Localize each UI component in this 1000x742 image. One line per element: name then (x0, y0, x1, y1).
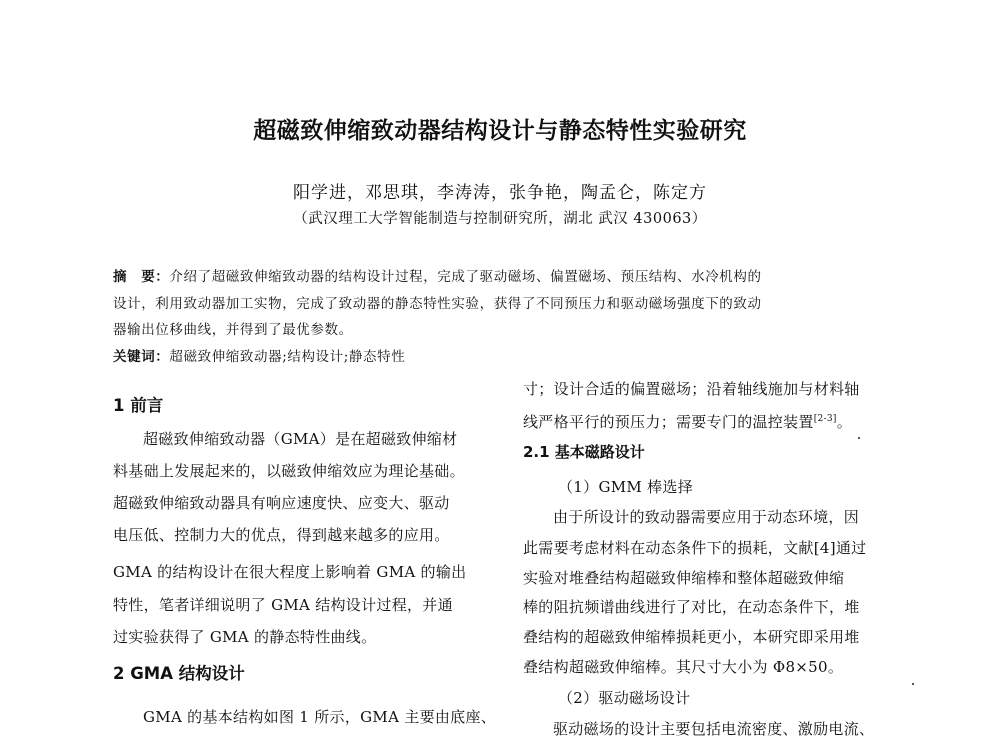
abstract-line: 器输出位移曲线，并得到了最优参数。 (113, 322, 353, 338)
abstract-text: 介绍了超磁致伸缩致动器的结构设计过程，完成了驱动磁场、偏置磁场、预压结构、水冷机构的 (169, 269, 762, 285)
section-heading-2: 2 GMA 结构设计 (113, 664, 245, 683)
item-heading: （2）驱动磁场设计 (558, 689, 691, 707)
body-line: 特性，笔者详细说明了 GMA 结构设计过程，并通 (113, 596, 453, 614)
keywords-text: 超磁致伸缩致动器;结构设计;静态特性 (169, 349, 406, 365)
body-line (523, 411, 852, 432)
body-line: 棒的阻抗频谱曲线进行了对比，在动态条件下，堆 (523, 598, 860, 616)
item-heading: （1）GMM 棒选择 (558, 478, 694, 496)
body-line: 实验对堆叠结构超磁致伸缩棒和整体超磁致伸缩 (523, 569, 845, 587)
body-line: 驱动磁场的设计主要包括电流密度、激励电流、 (553, 720, 875, 738)
abstract-label: 摘 要： (113, 269, 170, 285)
body-line: 过实验获得了 GMA 的静态特性曲线。 (113, 628, 377, 646)
section-heading-1: 1 前言 (113, 396, 164, 415)
body-line: 电压低、控制力大的优点，得到越来越多的应用。 (113, 526, 450, 544)
abstract-line: 设计，利用致动器加工实物，完成了致动器的静态特性实验，获得了不同预压力和驱动磁场强度下的致动 (113, 296, 762, 312)
scan-speck (912, 683, 914, 685)
body-line: 由于所设计的致动器需要应用于动态环境，因 (553, 508, 860, 526)
body-text: 线严格平行的预压力；需要专门的温控装置 (523, 413, 814, 431)
abstract-line (113, 265, 762, 285)
body-line: 叠结构的超磁致伸缩棒损耗更小，本研究即采用堆 (523, 628, 860, 646)
affiliation: （武汉理工大学智能制造与控制研究所，湖北 武汉 430063） (293, 211, 707, 227)
body-line: 超磁致伸缩致动器具有响应速度快、应变大、驱动 (113, 494, 450, 512)
citation-ref: [2-3] (813, 414, 837, 424)
body-line: 料基础上发展起来的，以磁致伸缩效应为理论基础。 (113, 462, 465, 480)
body-line: GMA 的结构设计在很大程度上影响着 GMA 的输出 (113, 563, 467, 581)
body-line: 此需要考虑材料在动态条件下的损耗，文献[4]通过 (523, 539, 867, 557)
body-text-end: 。 (836, 413, 853, 431)
body-line: 超磁致伸缩致动器（GMA）是在超磁致伸缩材 (143, 430, 458, 448)
subsection-heading: 2.1 基本磁路设计 (523, 443, 645, 461)
scan-speck (858, 437, 860, 439)
keywords-line (113, 345, 405, 365)
body-line: 叠结构超磁致伸缩棒。其尺寸大小为 Φ8×50。 (523, 658, 844, 676)
paper-title: 超磁致伸缩致动器结构设计与静态特性实验研究 (253, 118, 747, 144)
author-list: 阳学进，邓思琪，李涛涛，张争艳，陶孟仑，陈定方 (293, 183, 707, 203)
keywords-label: 关键词： (113, 349, 170, 365)
body-line: 寸；设计合适的偏置磁场；沿着轴线施加与材料轴 (523, 380, 860, 398)
body-line: GMA 的基本结构如图 1 所示，GMA 主要由底座、 (143, 708, 497, 726)
